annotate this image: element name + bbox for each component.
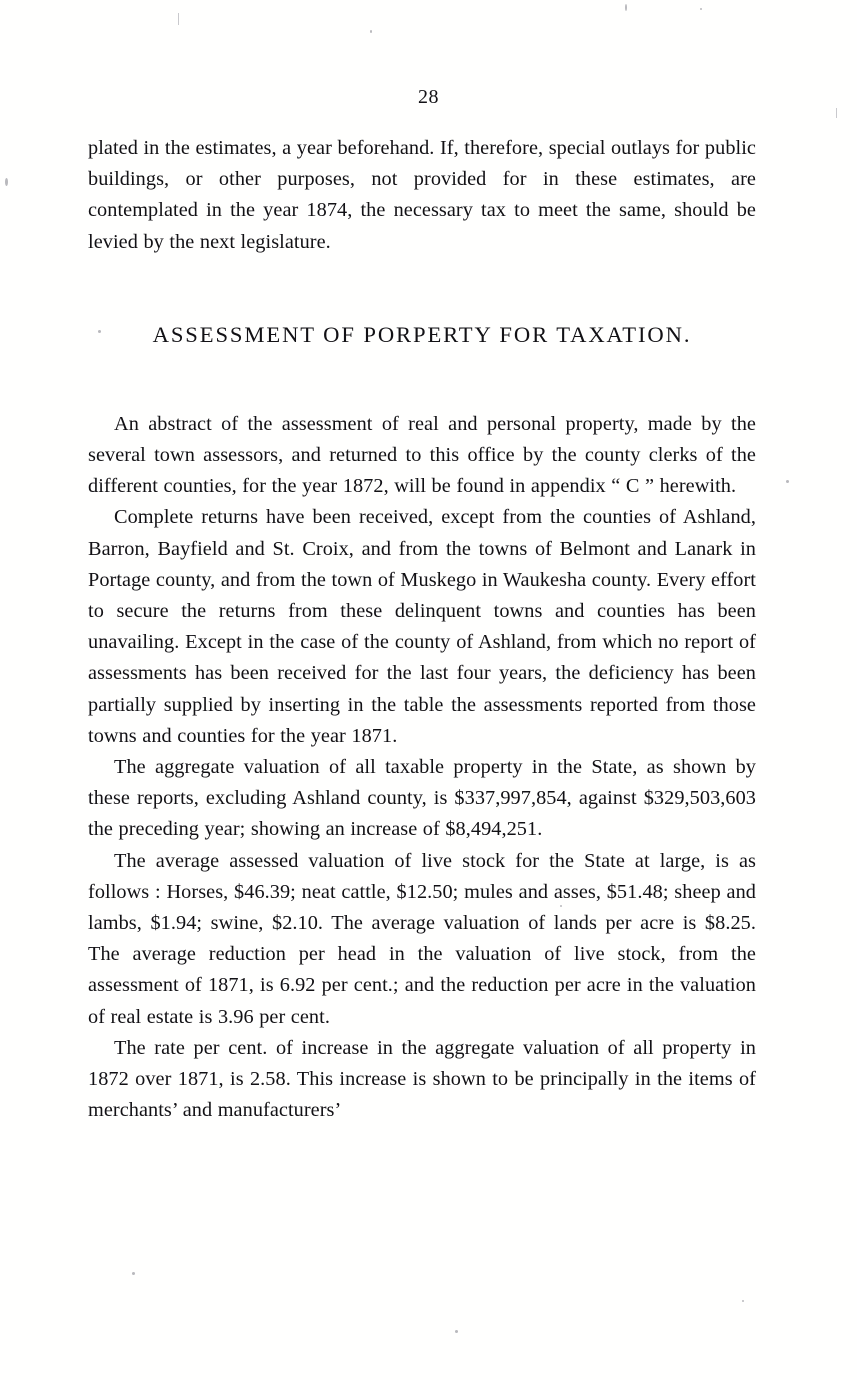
paragraph-abstract: An abstract of the assessment of real and personal property, made by the several town assessors, and returned to this office by the county clerks of the different counties, for the year 1872, will be found in appendix “ C ” herewith. (88, 412, 756, 498)
scan-artifact-speck (700, 8, 702, 10)
scan-artifact-hairline (836, 108, 837, 118)
spacer-before-heading (88, 258, 756, 320)
paragraph-rate-of-increase: The rate per cent. of increase in the aggregate valuation of all property in 1872 over 1871, is 2.58. This increase is shown to be principally in the items of merchants’ and manufacturers’ (88, 1036, 756, 1122)
page-number: 28 (418, 86, 439, 108)
scan-artifact-speck (132, 1272, 135, 1275)
scan-artifact-hairline (178, 13, 179, 25)
paragraph-continuation: plated in the estimates, a year beforehand. If, therefore, special outlays for public buildings, or other purposes, not provided for in these estimates, are contemplated in the year 1874, the necessary tax to meet the same, should be levied by the next legislature. (88, 137, 756, 253)
text-column (88, 133, 756, 1126)
scan-artifact-speck (455, 1330, 458, 1333)
paragraph-live-stock-valuation: The average assessed valuation of live stock for the State at large, is as follows : Horses, $46.39; neat cattle, $12.50; mules and asses, $51.48; sheep and lambs, $1.94; swine, $2.10. The average valuation of lands per acre is $8.25. The average reduction per head in the valuation of live stock, from the assessment of 1871, is 6.92 per cent.; and the reduction per acre in the valuation of real estate is 3.96 per cent. (88, 849, 756, 1028)
paragraph-aggregate-valuation: The aggregate valuation of all taxable property in the State, as shown by these reports, excluding Ashland county, is $337,997,854, against $329,503,603 the preceding year; showing an increase of $8,494,251. (88, 756, 756, 841)
scan-artifact-speck (625, 4, 627, 11)
spacer-after-heading (88, 350, 756, 409)
scan-artifact-speck (742, 1300, 744, 1302)
scan-artifact-speck (5, 178, 8, 186)
scan-artifact-speck (370, 30, 372, 33)
scan-artifact-speck (786, 480, 789, 483)
paragraph-complete-returns: Complete returns have been received, except from the counties of Ashland, Barron, Bayfield and St. Croix, and from the towns of Belmont and Lanark in Portage county, and from the town of Muskego in Waukesha county. Every effort to secure the returns from these delinquent towns and counties has been unavailing. Except in the case of the county of Ashland, from which no report of assessments has been received for the last four years, the deficiency has been partially supplied by inserting in the table the assessments reported from those towns and counties for the year 1871. (88, 506, 756, 747)
section-heading: ASSESSMENT OF PORPERTY FOR TAXATION. (152, 321, 692, 347)
